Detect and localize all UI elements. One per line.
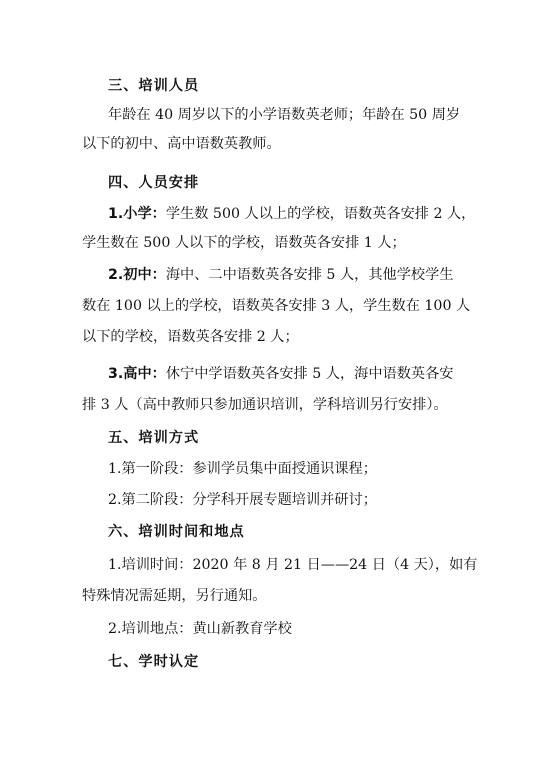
senior-school-line-1	[108, 364, 453, 384]
section-5-item-1: 1.第一阶段：参训学员集中面授通识课程；	[108, 461, 377, 477]
primary-school-colon: ：	[151, 206, 166, 222]
section-6-place: 2.培训地点：黄山新教育学校	[108, 621, 292, 637]
section-7-heading: 七、学时认定	[108, 654, 200, 670]
primary-school-text-1: 学生数 500 人以上的学校，语数英各安排 2 人，	[165, 206, 476, 222]
section-5-heading: 五、培训方式	[108, 430, 200, 446]
section-6-time-line-2: 特殊情况需延期，另行通知。	[82, 588, 267, 604]
section-4-heading: 四、人员安排	[108, 175, 200, 191]
junior-school-line-2: 数在 100 以上的学校，语数英各安排 3 人，学生数在 100 人	[82, 298, 471, 314]
section-5-item-2: 2.第二阶段：分学科开展专题培训并研讨；	[108, 492, 377, 508]
junior-school-label: 2.初中	[108, 267, 152, 283]
senior-school-text-1: 休宁中学语数英各安排 5 人，海中语数英各安	[165, 366, 454, 382]
section-3-text-line-2: 以下的初中、高中语数英教师。	[82, 136, 281, 152]
junior-school-text-1: 海中、二中语数英各安排 5 人，其他学校学生	[165, 267, 454, 283]
section-3-text-line-1: 年龄在 40 周岁以下的小学语数英老师；年龄在 50 周岁	[108, 107, 461, 123]
senior-school-colon: ：	[151, 366, 166, 382]
section-6-heading: 六、培训时间和地点	[108, 524, 245, 540]
section-3-heading: 三、培训人员	[108, 78, 200, 94]
senior-school-line-2: 排 3 人（高中教师只参加通识培训，学科培训另行安排）。	[82, 397, 448, 413]
primary-school-label: 1.小学	[108, 206, 152, 222]
junior-school-colon: ：	[151, 267, 166, 283]
primary-school-line-2: 学生数在 500 人以下的学校，语数英各安排 1 人；	[82, 235, 406, 251]
senior-school-label: 3.高中	[108, 366, 152, 382]
primary-school-line-1	[108, 204, 475, 224]
section-6-time-line-1: 1.培训时间：2020 年 8 月 21 日——24 日（4 天），如有	[108, 557, 478, 573]
junior-school-line-1	[108, 265, 453, 285]
junior-school-line-3: 以下的学校，语数英各安排 2 人；	[82, 329, 299, 345]
